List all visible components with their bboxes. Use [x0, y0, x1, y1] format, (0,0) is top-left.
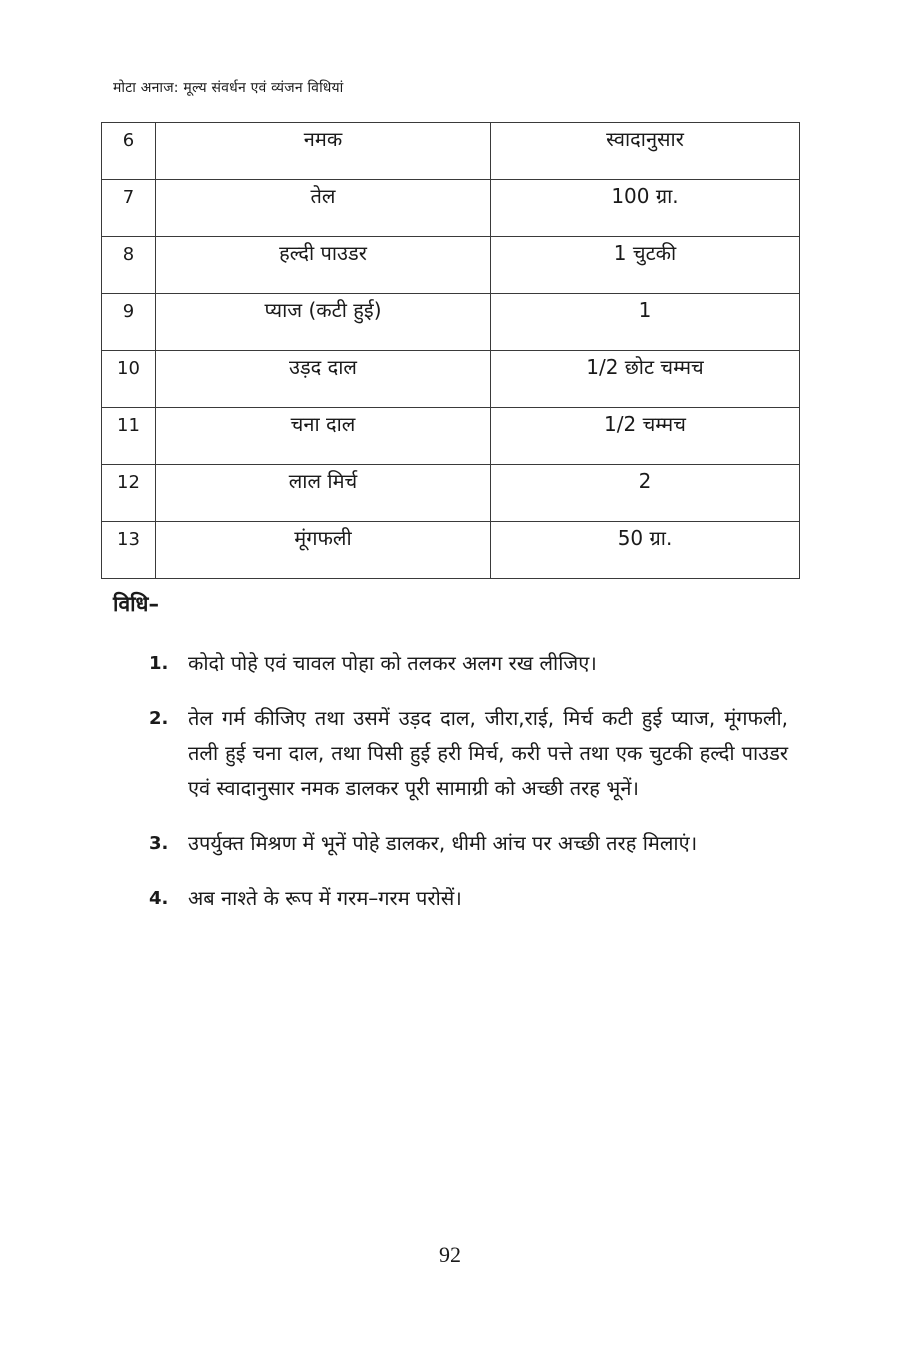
method-step: [148, 881, 788, 916]
row-number: 8: [102, 237, 156, 294]
table-row: [102, 294, 800, 351]
row-number: 11: [102, 408, 156, 465]
table-row: [102, 465, 800, 522]
step-text: कोदो पोहे एवं चावल पोहा को तलकर अलग रख लीजिए।: [188, 651, 597, 675]
method-step: [148, 646, 788, 681]
ingredient-quantity: स्वादानुसार: [491, 123, 800, 180]
table-row: [102, 351, 800, 408]
ingredient-name: लाल मिर्च: [156, 465, 491, 522]
table-row: [102, 522, 800, 579]
method-step: [148, 826, 788, 861]
ingredient-name: नमक: [156, 123, 491, 180]
page-number: 92: [439, 1242, 461, 1267]
table-row: [102, 237, 800, 294]
ingredient-name: चना दाल: [156, 408, 491, 465]
ingredient-quantity: 1/2 चम्मच: [491, 408, 800, 465]
method-steps-list: [148, 646, 788, 936]
table-row: [102, 123, 800, 180]
row-number: 9: [102, 294, 156, 351]
row-number: 6: [102, 123, 156, 180]
row-number: 7: [102, 180, 156, 237]
method-heading: विधि–: [113, 592, 159, 616]
step-text: तेल गर्म कीजिए तथा उसमें उड़द दाल, जीरा,राई, मिर्च कटी हुई प्याज, मूंगफली, तली हुई चना दाल, तथा पिसी हुई हरी मिर्च, करी पत्ते तथा एक चुटकी हल्दी पाउडर एवं स्वादानुसार नमक डालकर पूरी सामाग्री को अच्छी तरह भूनें।: [188, 706, 788, 800]
ingredient-quantity: 1: [491, 294, 800, 351]
step-text: उपर्युक्त मिश्रण में भूनें पोहे डालकर, धीमी आंच पर अच्छी तरह मिलाएं।: [188, 831, 698, 855]
ingredient-quantity: 2: [491, 465, 800, 522]
ingredient-name: हल्दी पाउडर: [156, 237, 491, 294]
step-number: 3.: [149, 833, 169, 854]
ingredient-quantity: 100 ग्रा.: [491, 180, 800, 237]
step-number: 1.: [149, 653, 169, 674]
step-number: 2.: [149, 708, 169, 729]
ingredient-name: उड़द दाल: [156, 351, 491, 408]
row-number: 10: [102, 351, 156, 408]
ingredient-name: तेल: [156, 180, 491, 237]
ingredient-quantity: 50 ग्रा.: [491, 522, 800, 579]
running-header: मोटा अनाज: मूल्य संवर्धन एवं व्यंजन विधियां: [113, 80, 344, 96]
table-row: [102, 180, 800, 237]
ingredients-table: [101, 122, 800, 579]
step-text: अब नाश्ते के रूप में गरम–गरम परोसें।: [188, 886, 462, 910]
ingredient-quantity: 1/2 छोट चम्मच: [491, 351, 800, 408]
step-number: 4.: [149, 888, 169, 909]
ingredient-name: मूंगफली: [156, 522, 491, 579]
table-row: [102, 408, 800, 465]
ingredient-quantity: 1 चुटकी: [491, 237, 800, 294]
ingredient-name: प्याज (कटी हुई): [156, 294, 491, 351]
method-step: [148, 701, 788, 806]
row-number: 12: [102, 465, 156, 522]
row-number: 13: [102, 522, 156, 579]
